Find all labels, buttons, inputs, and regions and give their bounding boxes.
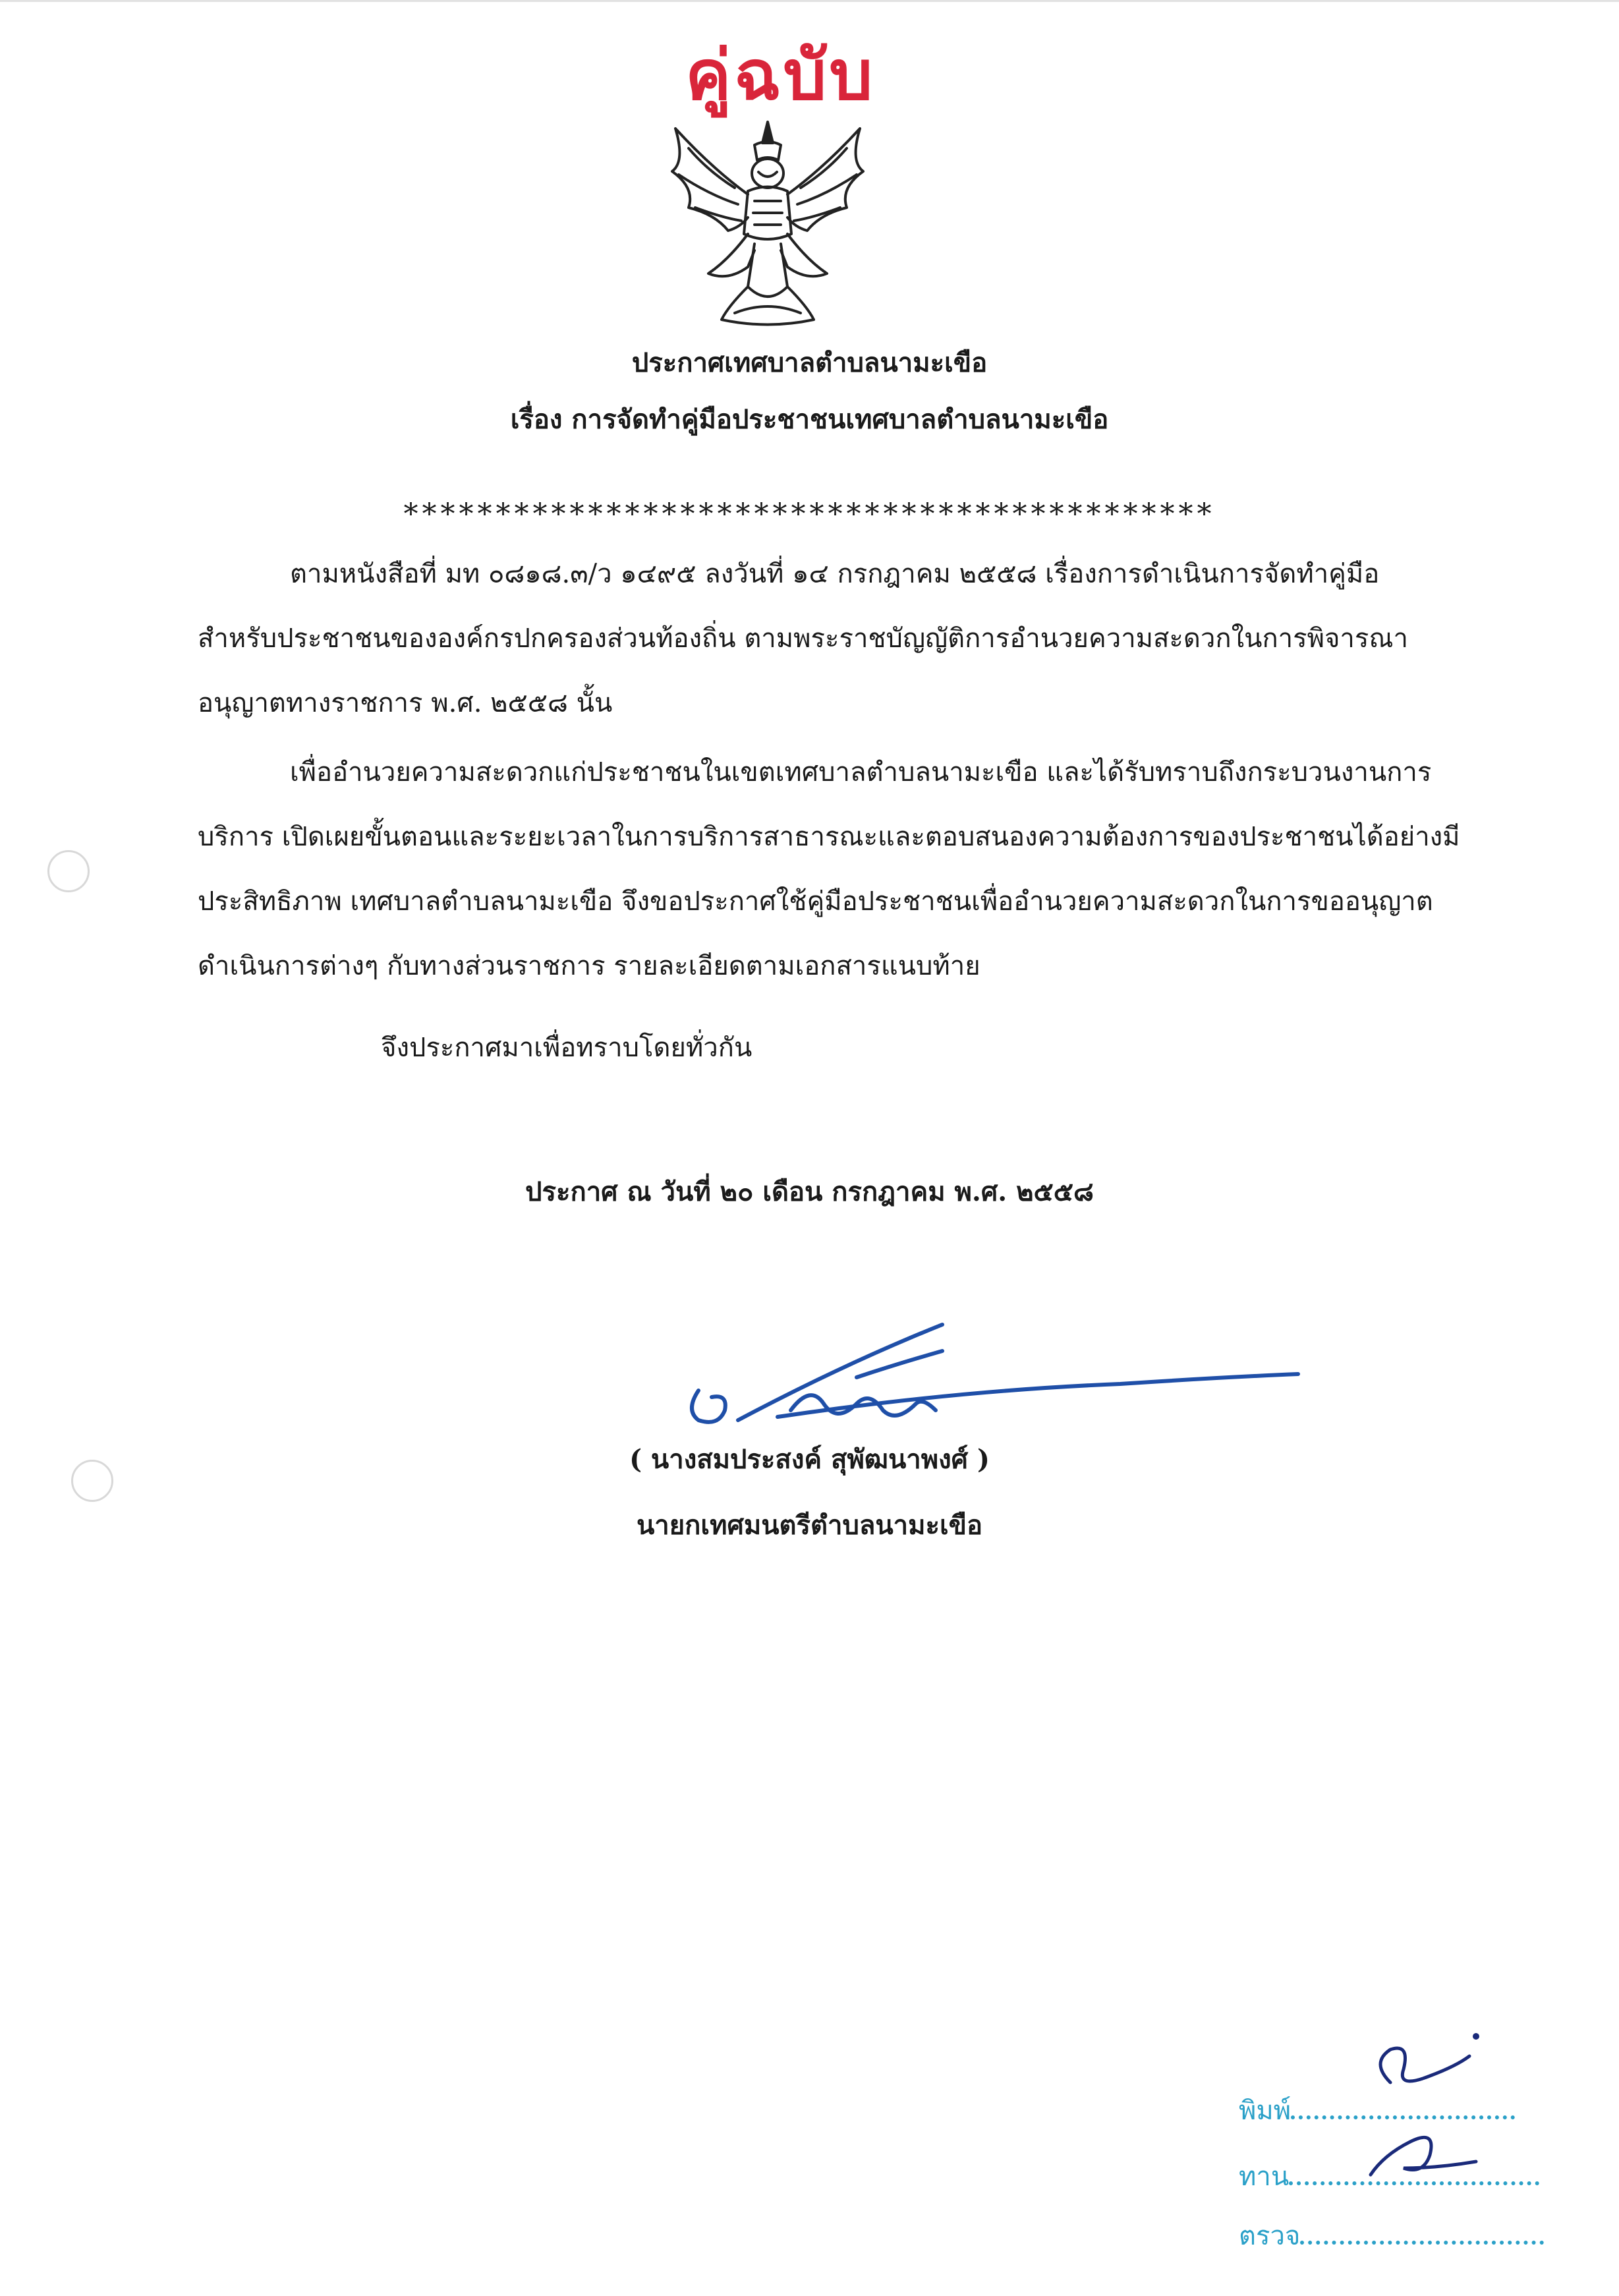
- announcement-date: ประกาศ ณ วันที่ ๒๐ เดือน กรกฎาคม พ.ศ. ๒๕๕๘: [525, 1176, 1094, 1207]
- garuda-emblem-icon: [649, 109, 886, 336]
- signer-position: นายกเทศมนตรีตำบลนามะเขือ: [636, 1510, 983, 1541]
- signature-icon: [659, 1311, 1318, 1456]
- paragraph-reference: [198, 542, 1436, 735]
- paragraph-line: เพื่ออำนวยความสะดวกแก่ประชาชนในเขตเทศบาลตำบลนามะเขือ และได้รับทราบถึงกระบวนงานการ: [290, 757, 1432, 788]
- paragraph-line: สำหรับประชาชนขององค์กรปกครองส่วนท้องถิ่น ตามพระราชบัญญัติการอำนวยความสะดวกในการพิจารณา: [198, 623, 1408, 654]
- paragraph-purpose: [198, 740, 1460, 998]
- paragraph-line: ดำเนินการต่างๆ กับทางส่วนราชการ รายละเอียดตามเอกสารแนบท้าย: [198, 951, 980, 981]
- paragraph-line: อนุญาตทางราชการ พ.ศ. ๒๕๕๘ นั้น: [198, 688, 613, 718]
- announcement-title: ประกาศเทศบาลตำบลนามะเขือ: [631, 347, 988, 378]
- announcement-subject: เรื่อง การจัดทำคู่มือประชาชนเทศบาลตำบลนามะเขือ: [510, 404, 1109, 435]
- document-check-stamp: [1239, 2017, 1581, 2280]
- separator-line: ********************************************: [403, 498, 1216, 531]
- copy-stamp: คู่ฉบับ: [685, 35, 876, 115]
- paragraph-line: ตามหนังสือที่ มท ๐๘๑๘.๓/ว ๑๔๙๕ ลงวันที่ ๑๔ กรกฎาคม ๒๕๕๘ เรื่องการดำเนินการจัดทำคู่มือ: [290, 559, 1380, 589]
- scan-top-edge: [0, 0, 1619, 2]
- verified-by-label: ตรวจ: [1239, 2221, 1301, 2251]
- checked-by-line: [1289, 2181, 1539, 2185]
- typed-by-label: พิมพ์: [1239, 2096, 1292, 2126]
- paragraph-line: ประสิทธิภาพ เทศบาลตำบลนามะเขือ จึงขอประกาศใช้คู่มือประชาชนเพื่ออำนวยความสะดวกในการขออนุญาต: [198, 886, 1433, 917]
- closing-statement: จึงประกาศมาเพื่อทราบโดยทั่วกัน: [381, 1033, 753, 1063]
- signer-name: ( นางสมประสงค์ สุพัฒนาพงศ์ ): [629, 1444, 990, 1475]
- verified-by-line: [1300, 2241, 1544, 2245]
- checked-by-label: ทาน: [1239, 2162, 1290, 2192]
- paragraph-line: บริการ เปิดเผยขั้นตอนและระยะเวลาในการบริการสาธารณะและตอบสนองความต้องการของประชาชนได้อย่างมี: [198, 822, 1460, 852]
- punch-hole-top: [47, 850, 90, 892]
